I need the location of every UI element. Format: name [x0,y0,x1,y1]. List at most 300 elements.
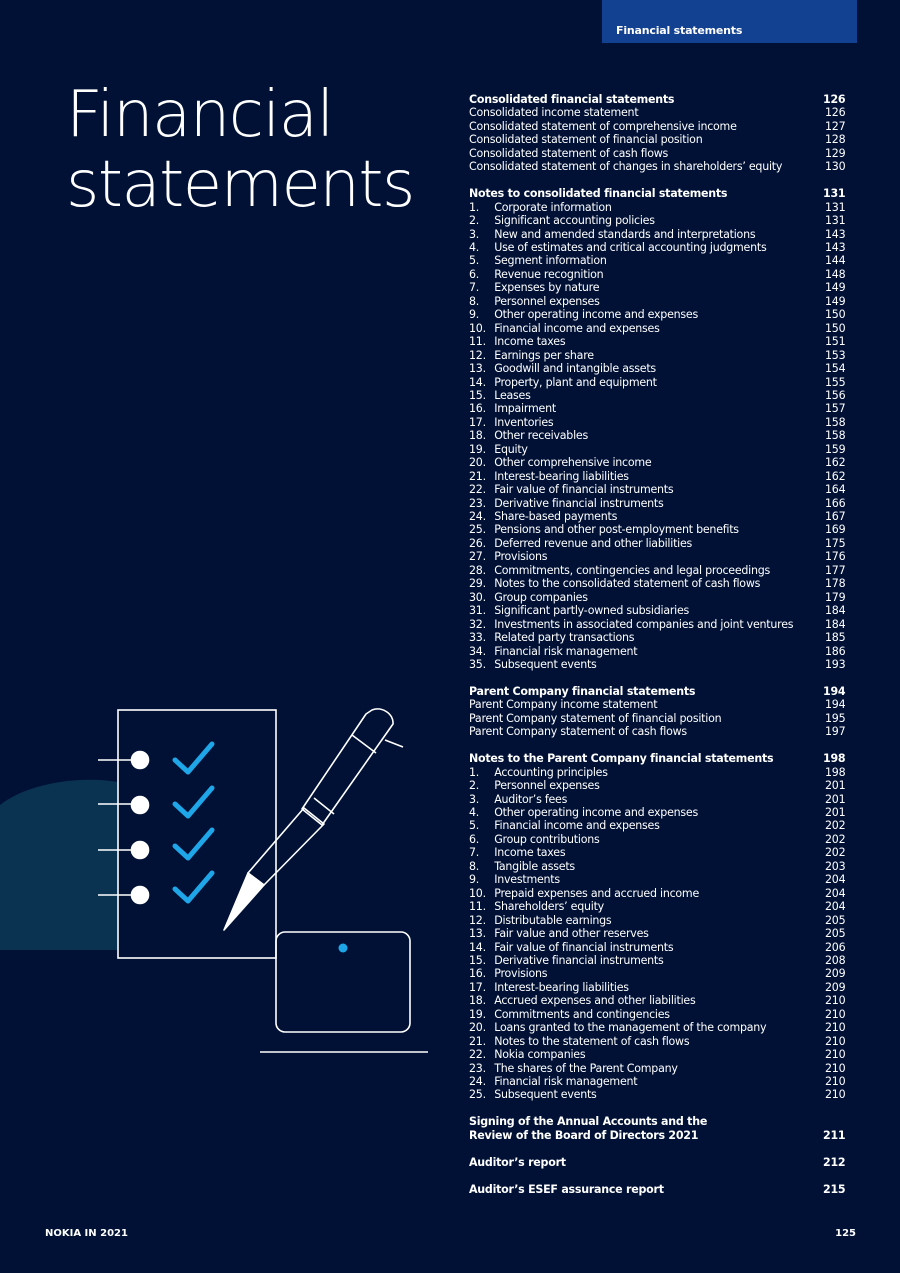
toc-item-number: 23. [469,1060,486,1075]
toc-spacer [469,671,845,684]
toc-item[interactable] [469,1088,845,1101]
toc-item-label: Parent Company statement of financial position [469,711,722,725]
toc-item-page: 151 [824,334,846,349]
toc-item-label: Deferred revenue and other liabilities [494,536,693,550]
toc-item-label: Derivative financial instruments [494,953,664,967]
toc-item-page: 202 [824,818,846,833]
toc-item-page: 201 [824,804,846,819]
toc-item-page: 131 [823,186,846,201]
toc-item[interactable] [469,941,845,954]
toc-item-number: 9. [469,307,480,322]
toc-item-number: 4. [469,239,480,254]
toc-item[interactable] [469,900,845,913]
toc-item-number: 8. [469,858,480,873]
toc-item-label: Related party transactions [494,631,635,645]
toc-item-page: 158 [824,428,846,443]
toc-item-label: Notes to consolidated financial statements [469,187,728,201]
toc-item[interactable] [469,120,845,133]
toc-item-page: 178 [824,576,846,591]
toc-item-label: Consolidated statement of financial position [469,133,703,147]
toc-item-number: 5. [469,818,480,833]
toc-spacer [469,1102,845,1115]
toc-item-number: 22. [469,1047,486,1062]
toc-item-page: 149 [824,280,846,295]
toc-item-page: 201 [824,791,846,806]
toc-item-page: 209 [824,966,846,981]
toc-item-label: Loans granted to the management of the company [494,1021,767,1035]
toc-item-label: Goodwill and intangible assets [494,362,656,376]
toc-item-page: 205 [824,926,846,941]
toc-item-label: Subsequent events [494,1088,597,1102]
background-blob [0,780,118,950]
toc-item-number: 13. [469,926,486,941]
toc-item-label: Consolidated financial statements [469,93,675,106]
toc-item-label: Share-based payments [494,510,618,524]
toc-item-page: 162 [824,455,846,470]
toc-item-label: Property, plant and equipment [494,375,657,389]
toc-item-number: 15. [469,387,486,402]
toc-item-number: 18. [469,993,486,1008]
toc-item-page: 197 [824,724,846,739]
toc-item-number: 3. [469,791,480,806]
toc-item-page: 158 [824,414,846,429]
toc-section-heading[interactable] [469,93,845,106]
toc-item-label: Subsequent events [494,658,597,672]
toc-item-number: 25. [469,1087,486,1102]
toc-esef-report[interactable] [469,1183,845,1196]
toc-section-heading[interactable] [469,752,845,765]
toc-item-label: Earnings per share [494,348,594,362]
toc-item-page: 195 [824,710,846,725]
toc-item[interactable] [469,914,845,927]
toc-item[interactable] [469,564,845,577]
toc-item-number: 9. [469,872,480,887]
toc-spacer [469,174,845,187]
toc-item-page: 210 [824,993,846,1008]
toc-item-number: 1. [469,764,480,779]
toc-item[interactable] [469,214,845,227]
footer-publication: NOKIA IN 2021 [45,1228,128,1239]
toc-auditor-report[interactable] [469,1156,845,1169]
toc-item-number: 10. [469,320,486,335]
toc-item[interactable] [469,133,845,146]
toc-item[interactable] [469,846,845,859]
toc-item-page: 150 [824,320,846,335]
toc-item[interactable] [469,416,845,429]
check-mark-icons [175,744,212,901]
toc-item[interactable] [469,349,845,362]
toc-item-page: 157 [824,401,846,416]
toc-item-page: 202 [824,845,846,860]
toc-item[interactable] [469,523,845,536]
toc-item[interactable] [469,1021,845,1034]
toc-item-number: 20. [469,1020,486,1035]
toc-item[interactable] [469,295,845,308]
toc-item[interactable] [469,860,845,873]
toc-item[interactable] [469,497,845,510]
page-title [66,80,414,220]
toc-item[interactable] [469,873,845,886]
toc-item-page: 185 [824,630,846,645]
toc-item[interactable] [469,779,845,792]
toc-item[interactable] [469,160,845,173]
toc-item-number: 6. [469,266,480,281]
toc-item-number: 35. [469,657,486,672]
toc-item-page: 204 [824,885,846,900]
toc-item-number: 11. [469,334,486,349]
toc-item-number: 30. [469,589,486,604]
toc-item-label: Consolidated statement of cash flows [469,146,669,160]
toc-item-page: 210 [824,1020,846,1035]
toc-item-label: Segment information [494,254,607,268]
toc-item-label: Revenue recognition [494,267,604,281]
pen-icon [224,709,403,930]
toc-item-label: Parent Company income statement [469,698,658,712]
toc-item[interactable] [469,806,845,819]
toc-item-label: Inventories [494,415,554,429]
toc-item-page: 210 [824,1087,846,1102]
toc-item[interactable] [469,658,845,671]
toc-item[interactable] [469,927,845,940]
toc-item[interactable] [469,483,845,496]
toc-item-label: Other operating income and expenses [494,308,698,322]
toc-item-number: 4. [469,804,480,819]
toc-item-number: 1. [469,199,480,214]
toc-item-label: Auditor’s fees [494,792,568,806]
toc-item-number: 25. [469,522,486,537]
toc-item-label: Consolidated income statement [469,106,639,120]
toc-item[interactable] [469,604,845,617]
toc-item-number: 27. [469,549,486,564]
toc-item-label: Leases [494,388,531,402]
tablet-dot [339,944,348,953]
checklist-sheet-icon [118,710,276,958]
toc-item-number: 12. [469,347,486,362]
toc-item[interactable] [469,537,845,550]
toc-item-page: 184 [824,616,846,631]
toc-item-label: Interest-bearing liabilities [494,469,629,483]
toc-item-label: Distributable earnings [494,913,612,927]
toc-item-label: Interest-bearing liabilities [494,980,629,994]
toc-item[interactable] [469,335,845,348]
toc-item-number: 13. [469,361,486,376]
toc-item-page: 186 [824,643,846,658]
toc-item[interactable] [469,833,845,846]
page-title-line-2: statements [66,148,414,222]
toc-item-label: Personnel expenses [494,779,600,793]
toc-item-label: Review of the Board of Directors 2021 [469,1128,699,1142]
toc-item-label: Provisions [494,967,548,981]
toc-item-number: 21. [469,468,486,483]
toc-item-label: Prepaid expenses and accrued income [494,886,700,900]
toc-item-page: 193 [824,657,846,672]
toc-item[interactable] [469,981,845,994]
toc-item-label: Equity [494,442,528,456]
toc-item[interactable] [469,268,845,281]
toc-item-page: 177 [824,562,846,577]
toc-item-page: 130 [824,159,846,174]
toc-item[interactable] [469,1062,845,1075]
toc-item-number: 34. [469,643,486,658]
toc-item-page: 211 [823,1127,846,1142]
toc-item-number: 16. [469,401,486,416]
toc-spacer [469,739,845,752]
toc-item[interactable] [469,510,845,523]
toc-item-label: Other operating income and expenses [494,805,698,819]
toc-item-number: 26. [469,535,486,550]
toc-item-page: 176 [824,549,846,564]
toc-item-label: Personnel expenses [494,294,600,308]
toc-item-label: Group contributions [494,832,600,846]
toc-section-heading[interactable] [469,187,845,200]
toc-item[interactable] [469,1048,845,1061]
toc-item-label: Signing of the Annual Accounts and the [469,1115,708,1129]
toc-item-label: Use of estimates and critical accounting judgments [494,240,767,254]
toc-item-label: Other comprehensive income [494,456,652,470]
toc-item-number: 24. [469,1074,486,1089]
toc-item-label: Consolidated statement of changes in shareholders’ equity [469,160,783,174]
toc-item[interactable] [469,456,845,469]
toc-item-label: Provisions [494,550,548,564]
toc-item-page: 201 [824,778,846,793]
toc-item-number: 33. [469,630,486,645]
toc-item-page: 153 [824,347,846,362]
toc-item-number: 14. [469,374,486,389]
toc-item-label: Notes to the Parent Company financial statements [469,752,774,766]
toc-item-label: Derivative financial instruments [494,496,664,510]
toc-item[interactable] [469,1035,845,1048]
toc-item-number: 8. [469,293,480,308]
toc-item-page: 127 [824,118,846,133]
toc-item-label: Other receivables [494,429,588,443]
toc-item-label: Commitments, contingencies and legal proceedings [494,563,771,577]
toc-item-label: Income taxes [494,335,566,349]
toc-item-label: Financial risk management [494,1075,638,1089]
toc-item-label: Parent Company statement of cash flows [469,725,687,739]
toc-item-number: 6. [469,831,480,846]
toc-item[interactable] [469,1008,845,1021]
toc-item-page: 148 [824,266,846,281]
toc-item-page: 203 [824,858,846,873]
toc-item[interactable] [469,376,845,389]
toc-item-page: 175 [824,535,846,550]
toc-item[interactable] [469,887,845,900]
toc-item-number: 11. [469,899,486,914]
toc-item-label: Income taxes [494,846,566,860]
toc-item-page [816,1115,845,1128]
toc-item-page: 144 [824,253,846,268]
toc-item-label: Investments [494,873,560,887]
toc-item-number: 5. [469,253,480,268]
toc-item[interactable] [469,725,845,738]
toc-item-label: Financial income and expenses [494,321,660,335]
toc-item-label: New and amended standards and interpretations [494,227,756,241]
toc-item-label: Significant accounting policies [494,214,655,228]
toc-item[interactable] [469,577,845,590]
toc-item-page: 202 [824,831,846,846]
toc-item-page: 150 [824,307,846,322]
toc-item[interactable] [469,402,845,415]
toc-item[interactable] [469,322,845,335]
toc-item-label: Accrued expenses and other liabilities [494,994,696,1008]
section-tab-label: Financial statements [616,24,743,37]
toc-item[interactable] [469,712,845,725]
toc-item[interactable] [469,766,845,779]
toc-item[interactable] [469,645,845,658]
toc-item-number: 7. [469,845,480,860]
toc-item-number: 29. [469,576,486,591]
toc-item-label: Impairment [494,402,556,416]
toc-item[interactable] [469,241,845,254]
toc-item[interactable] [469,443,845,456]
toc-item-label: Nokia companies [494,1048,586,1062]
toc-item-number: 24. [469,509,486,524]
toc-item-page: 198 [824,764,846,779]
toc-item-label: Expenses by nature [494,281,600,295]
toc-item[interactable] [469,793,845,806]
toc-item-number: 32. [469,616,486,631]
toc-signing-heading[interactable] [469,1129,845,1142]
toc-item-page: 210 [824,1033,846,1048]
toc-item-label: Pensions and other post-employment benefits [494,523,739,537]
toc-item-page: 128 [824,132,846,147]
toc-item-number: 3. [469,226,480,241]
toc-item[interactable] [469,281,845,294]
toc-item[interactable] [469,470,845,483]
page-title-line-1: Financial [66,78,333,152]
toc-item-page: 126 [824,105,846,120]
toc-item-label: The shares of the Parent Company [494,1061,678,1075]
toc-item-page: 126 [823,92,846,106]
toc-item-page: 205 [824,912,846,927]
toc-item-page: 143 [824,226,846,241]
toc-item-number: 17. [469,979,486,994]
toc-item-page: 210 [824,1047,846,1062]
toc-item-page: 167 [824,509,846,524]
toc-item-label: Financial income and expenses [494,819,660,833]
toc-item-label: Parent Company financial statements [469,684,696,698]
toc-item-number: 21. [469,1033,486,1048]
table-of-contents [469,93,845,1196]
toc-item-label: Consolidated statement of comprehensive income [469,119,737,133]
toc-item-number: 17. [469,414,486,429]
toc-item-page: 194 [823,683,846,698]
toc-item[interactable] [469,954,845,967]
toc-item-page: 210 [824,1006,846,1021]
toc-item[interactable] [469,819,845,832]
toc-item-label: Accounting principles [494,765,608,779]
toc-item-page: 156 [824,387,846,402]
toc-spacer [469,1142,845,1155]
toc-item[interactable] [469,591,845,604]
toc-item-page: 143 [824,239,846,254]
toc-item-page: 155 [824,374,846,389]
footer-page-number: 125 [835,1228,856,1239]
toc-item-page: 149 [824,293,846,308]
toc-item-number: 19. [469,441,486,456]
toc-item-number: 2. [469,213,480,228]
toc-item-number: 14. [469,939,486,954]
toc-item-label: Fair value of financial instruments [494,940,674,954]
toc-item-page: 209 [824,979,846,994]
toc-item[interactable] [469,994,845,1007]
toc-signing-heading[interactable] [469,1115,845,1128]
toc-item[interactable] [469,308,845,321]
toc-item[interactable] [469,429,845,442]
toc-item-number: 16. [469,966,486,981]
toc-item-label: Notes to the statement of cash flows [494,1034,690,1048]
toc-item-label: Auditor’s ESEF assurance report [469,1182,664,1196]
toc-item-page: 164 [824,482,846,497]
toc-item-page: 169 [824,522,846,537]
toc-item[interactable] [469,228,845,241]
toc-item-page: 131 [824,213,846,228]
toc-item[interactable] [469,967,845,980]
toc-spacer [469,1169,845,1182]
toc-item-page: 210 [824,1060,846,1075]
toc-item[interactable] [469,147,845,160]
toc-item-label: Corporate information [494,200,612,214]
toc-item-page: 210 [824,1074,846,1089]
toc-item-page: 184 [824,603,846,618]
toc-item-label: Significant partly-owned subsidiaries [494,604,690,618]
toc-item-number: 28. [469,562,486,577]
toc-item[interactable] [469,550,845,563]
toc-item[interactable] [469,254,845,267]
toc-item[interactable] [469,201,845,214]
toc-item-page: 208 [824,952,846,967]
toc-item[interactable] [469,631,845,644]
section-tab[interactable] [602,0,857,43]
toc-item-label: Financial risk management [494,644,638,658]
toc-item-number: 18. [469,428,486,443]
toc-item-page: 166 [824,495,846,510]
toc-item-number: 19. [469,1006,486,1021]
toc-item-number: 23. [469,495,486,510]
toc-item-label: Investments in associated companies and joint ventures [494,617,794,631]
toc-item-label: Shareholders’ equity [494,900,604,914]
toc-item-label: Commitments and contingencies [494,1007,670,1021]
toc-item[interactable] [469,362,845,375]
toc-item[interactable] [469,698,845,711]
toc-item-label: Notes to the consolidated statement of cash flows [494,577,761,591]
toc-item-page: 179 [824,589,846,604]
toc-item-page: 215 [823,1181,846,1196]
toc-item[interactable] [469,618,845,631]
toc-item[interactable] [469,1075,845,1088]
toc-item-number: 10. [469,885,486,900]
toc-section-heading[interactable] [469,685,845,698]
toc-item-label: Fair value and other reserves [494,927,649,941]
toc-item-label: Group companies [494,590,588,604]
toc-item-number: 2. [469,778,480,793]
toc-item-number: 20. [469,455,486,470]
toc-item-page: 131 [824,199,846,214]
toc-item-number: 7. [469,280,480,295]
toc-item-page: 194 [824,697,846,712]
toc-item[interactable] [469,106,845,119]
toc-item[interactable] [469,389,845,402]
toc-item-page: 204 [824,872,846,887]
toc-item-page: 198 [823,751,846,766]
toc-item-number: 31. [469,603,486,618]
checklist-illustration [0,690,440,1070]
toc-item-label: Fair value of financial instruments [494,483,674,497]
toc-item-page: 206 [824,939,846,954]
toc-item-page: 212 [823,1154,846,1169]
toc-item-number: 15. [469,952,486,967]
toc-item-label: Auditor’s report [469,1155,566,1169]
